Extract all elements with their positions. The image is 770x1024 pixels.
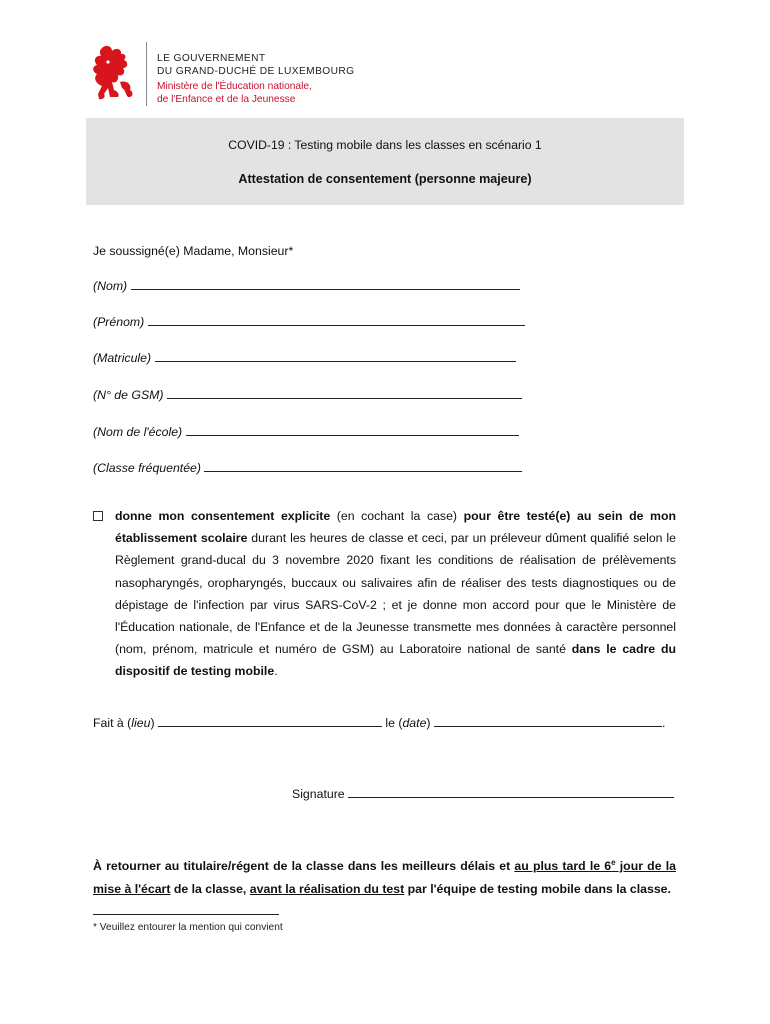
field-classe[interactable] (93, 461, 522, 475)
consent-bold-3: pour être testé(e) au sein de mon établissement scolaire (115, 509, 676, 546)
intro-line: Je soussigné(e) Madame, Monsieur* (93, 244, 294, 258)
lieu-line[interactable] (158, 716, 382, 727)
government-name-line2: DU GRAND-DUCHÉ DE LUXEMBOURG (157, 66, 355, 77)
field-prenom-line[interactable] (148, 315, 525, 326)
document-subject: COVID-19 : Testing mobile dans les classes en scénario 1 (228, 138, 542, 152)
field-ecole-label: (Nom de l'école) (93, 425, 183, 439)
date-line[interactable] (434, 716, 662, 727)
ministry-name-line1: Ministère de l'Éducation nationale, (157, 81, 312, 92)
lieu-label: lieu (131, 716, 151, 730)
place-date-line (93, 716, 665, 730)
government-name-line1: LE GOUVERNEMENT (157, 53, 266, 64)
fait-label: Fait à ( (93, 716, 132, 730)
consent-text-2: (en cochant la case) (330, 509, 464, 523)
signature-field[interactable] (348, 787, 674, 798)
date-end: . (661, 716, 666, 730)
header-divider (146, 42, 147, 106)
consent-checkbox[interactable] (93, 511, 103, 521)
field-classe-line[interactable] (204, 461, 522, 472)
field-ecole-line[interactable] (186, 425, 519, 436)
date-label: date (402, 716, 427, 730)
footnote: * Veuillez entourer la mention qui convient (93, 922, 283, 933)
field-gsm-line[interactable] (167, 388, 522, 399)
le-label: le ( (381, 716, 403, 730)
consent-bold-5: dans le cadre du dispositif de testing mobile (115, 642, 676, 679)
return-b: au plus tard le 6e jour de la mise à l'écart (93, 858, 676, 896)
field-nom-label: (Nom) (93, 279, 128, 293)
footnote-divider (93, 914, 279, 915)
field-matricule[interactable] (93, 351, 516, 365)
field-prenom[interactable] (93, 315, 525, 329)
consent-bold-1: donne mon consentement explicite (115, 509, 331, 523)
field-ecole[interactable] (93, 425, 519, 439)
field-classe-label: (Classe fréquentée) (93, 461, 201, 475)
field-matricule-line[interactable] (155, 351, 516, 362)
date-close: ) (426, 716, 431, 730)
document-title: Attestation de consentement (personne majeure) (238, 172, 532, 186)
return-a: À retourner au titulaire/régent de la classe dans les meilleurs délais et (93, 859, 515, 874)
field-matricule-label: (Matricule) (93, 351, 152, 365)
field-gsm[interactable] (93, 388, 522, 402)
ministry-name-line2: de l'Enfance et de la Jeunesse (157, 94, 296, 105)
field-prenom-label: (Prénom) (93, 315, 145, 329)
consent-paragraph (115, 505, 676, 683)
return-d: de la classe, (170, 881, 250, 896)
field-gsm-label: (N° de GSM) (93, 388, 164, 402)
signature-label: Signature (292, 787, 345, 801)
title-box (86, 118, 684, 205)
return-instructions (93, 852, 676, 900)
lieu-close: ) (150, 716, 155, 730)
return-e: avant la réalisation du test (249, 881, 405, 896)
luxembourg-lion-logo (90, 44, 136, 102)
return-f: par l'équipe de testing mobile dans la classe. (404, 881, 671, 896)
field-nom-line[interactable] (131, 279, 520, 290)
field-nom[interactable] (93, 279, 520, 293)
consent-text-4: durant les heures de classe et ceci, par un préleveur dûment qualifié selon le Règlement grand-ducal du 3 novembre 2020 fixant les conditions de réalisation de prélèvements nasopharyngés, oropharyngés, buccaux ou salivaires afin de réaliser des tests diagnostiques ou de dépistage de l'infection par virus SARS-CoV-2 ; et je donne mon accord pour que le Ministère de l'Éducation nationale, de l'Enfance et de la Jeunesse transmette mes données à caractère personnel (nom, prénom, matricule et numéro de GSM) au Laboratoire national de santé (115, 531, 676, 657)
consent-text-6: . (274, 664, 278, 679)
signature-line (292, 787, 674, 801)
